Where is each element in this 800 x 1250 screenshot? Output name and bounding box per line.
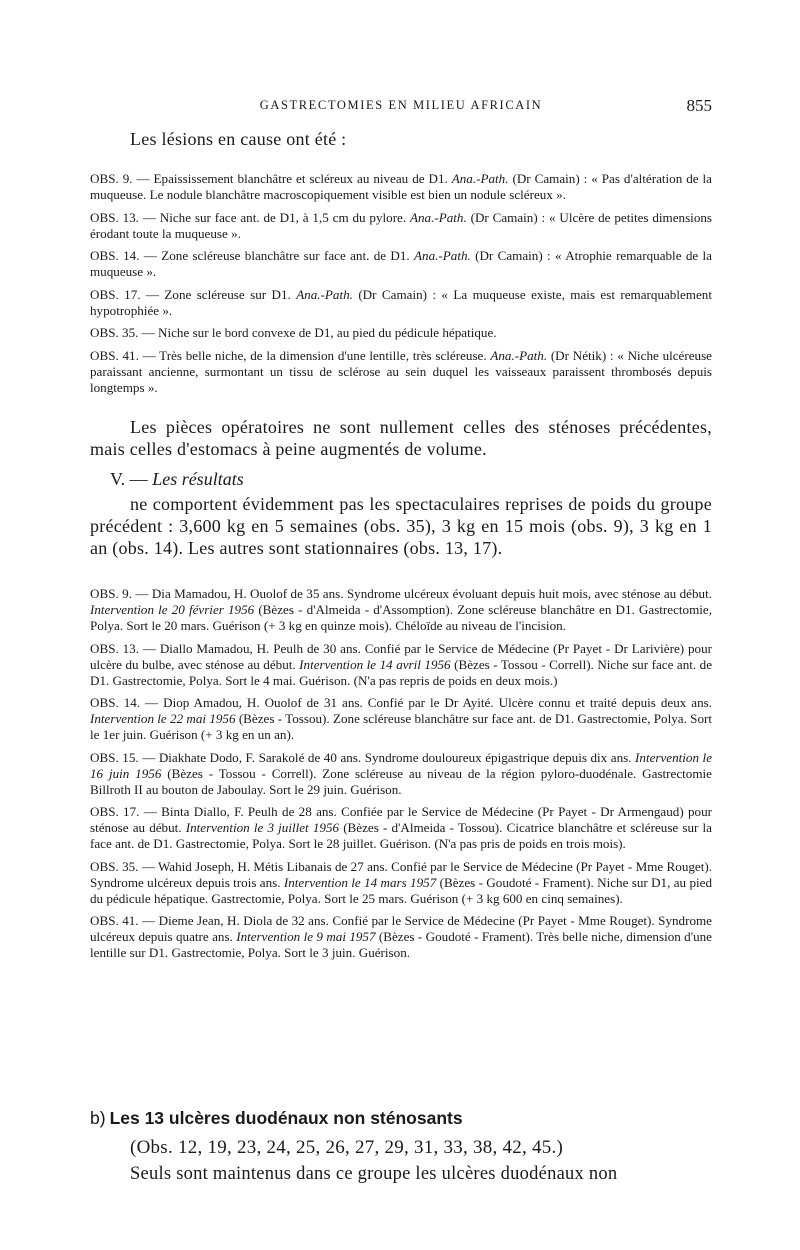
lesion-obs-14: OBS. 14. — Zone scléreuse blanchâtre sur face ant. de D1. Ana.-Path. (Dr Camain) : « Atrophie remarquable de la muqueuse ». — [90, 248, 712, 279]
section-b-title: Les 13 ulcères duodénaux non sténosants — [109, 1108, 463, 1128]
lesion-obs-9: OBS. 9. — Epaississement blanchâtre et scléreux au niveau de D1. Ana.-Path. (Dr Camain) : « Pas d'altération de la muqueuse. Le nodule blanchâtre macroscopiquement visible est bien un nodule scléreux ». — [90, 171, 712, 202]
page-number: 855 — [686, 96, 712, 115]
section-b-obs-list: (Obs. 12, 19, 23, 24, 25, 26, 27, 29, 31, 33, 38, 42, 45.) — [130, 1137, 564, 1158]
results-heading: V. — Les résultats — [110, 469, 244, 489]
observation-obs-9: OBS. 9. — Dia Mamadou, H. Ouolof de 35 ans. Syndrome ulcéreux évoluant depuis huit mois, avec sténose au début. Intervention le 20 février 1956 (Bèzes - d'Almeida - d'Assomption). Zone scléreuse blanchâtre en D1. Gastrectomie, Polya. Sort le 20 mars. Guérison (+ 3 kg en quinze mois). Chéloïde au niveau de l'incision. — [90, 586, 712, 633]
lesion-obs-35: OBS. 35. — Niche sur le bord convexe de D1, au pied du pédicule hépatique. — [90, 325, 497, 340]
lesions-intro: Les lésions en cause ont été : — [130, 129, 347, 149]
pieces-paragraph: Les pièces opératoires ne sont nullement celles des sténoses précédentes, mais celles d'estomacs à peine augmentés de volume. — [90, 417, 712, 459]
observations-list — [90, 586, 712, 968]
observation-obs-13: OBS. 13. — Diallo Mamadou, H. Peulh de 30 ans. Confié par le Service de Médecine (Pr Payet - Dr Larivière) pour ulcère du bulbe, avec sténose au début. Intervention le 14 avril 1956 (Bèzes - Tossou - Correll). Niche sur face ant. de D1. Gastrectomie, Polya. Sort le 4 mai. Guérison. (N'a pas repris de poids en deux mois.) — [90, 640, 713, 688]
section-b-heading — [90, 1108, 712, 1129]
running-title: GASTRECTOMIES EN MILIEU AFRICAIN — [259, 98, 543, 112]
results-paragraph: ne comportent évidemment pas les spectaculaires reprises de poids du groupe précédent : 3,600 kg en 5 semaines (obs. 35), 3 kg en 15 mois (obs. 9), 3 kg en 1 an (obs. 14). Les autres sont stationnaires (obs. 13, 17). — [90, 494, 712, 558]
observation-obs-15: OBS. 15. — Diakhate Dodo, F. Sarakolé de 40 ans. Syndrome douloureux épigastrique depuis dix ans. Intervention le 16 juin 1956 (Bèzes - Tossou - Correll). Zone scléreuse au niveau de la région pyloro-duodénale. Gastrectomie Billroth II au bouton de Jaboulay. Sort le 29 juin. Guérison. — [90, 749, 713, 797]
observation-obs-14: OBS. 14. — Diop Amadou, H. Ouolof de 31 ans. Confié par le Dr Ayité. Ulcère connu et traité depuis deux ans. Intervention le 22 mai 1956 (Bèzes - Tossou). Zone scléreuse blanchâtre sur face ant. de D1. Gastrectomie, Polya. Sort le 1er juin. Guérison (+ 3 kg en un an). — [90, 695, 713, 742]
running-head — [90, 98, 712, 118]
lesion-obs-13: OBS. 13. — Niche sur face ant. de D1, à 1,5 cm du pylore. Ana.-Path. (Dr Camain) : « Ulcère de petites dimensions érodant toute la muqueuse ». — [90, 209, 713, 241]
section-b-letter: b) — [90, 1108, 106, 1128]
observation-obs-41: OBS. 41. — Dieme Jean, H. Diola de 32 ans. Confié par le Service de Médecine (Pr Payet - Mme Rouget). Syndrome ulcéreux depuis quatre ans. Intervention le 9 mai 1957 (Bèzes - Goudoté - Frament). Très belle niche, dimension d'une lentille sur D1. Gastrectomie, Polya. Sort le 3 juin. Guérison. — [90, 913, 712, 960]
lesion-obs-41: OBS. 41. — Très belle niche, de la dimension d'une lentille, très scléreuse. Ana.-Path. (Dr Nétik) : « Niche ulcéreuse paraissant ancienne, surmontant un tissu de sclérose au sein duquel les vaisseaux paraissent thrombosés depuis longtemps ». — [90, 347, 712, 395]
observation-obs-17: OBS. 17. — Binta Diallo, F. Peulh de 28 ans. Confiée par le Service de Médecine (Pr Payet - Dr Armengaud) pour sténose au début. Intervention le 3 juillet 1956 (Bèzes - d'Almeida - Tossou). Cicatrice blanchâtre et scléreuse sur la face ant. de D1. Gastrectomie, Polya. Sort le 28 juillet. Guérison. (N'a pas pris de poids en trois mois). — [90, 804, 712, 851]
lesions-list — [90, 171, 712, 402]
observation-obs-35: OBS. 35. — Wahid Joseph, H. Métis Libanais de 27 ans. Confié par le Service de Médecine (Pr Payet - Mme Rouget). Syndrome ulcéreux depuis trois ans. Intervention le 14 mars 1957 (Bèzes - Goudoté - Frament). Niche sur D1, au pied du pédicule hépatique. Gastrectomie, Polya. Sort le 25 mars. Guérison (+ 3 kg 600 en cinq semaines). — [90, 858, 713, 906]
section-b-continuation: Seuls sont maintenus dans ce groupe les ulcères duodénaux non — [130, 1164, 618, 1184]
lesion-obs-17: OBS. 17. — Zone scléreuse sur D1. Ana.-Path. (Dr Camain) : « La muqueuse existe, mais est remarquablement hypotrophiée ». — [90, 286, 712, 318]
